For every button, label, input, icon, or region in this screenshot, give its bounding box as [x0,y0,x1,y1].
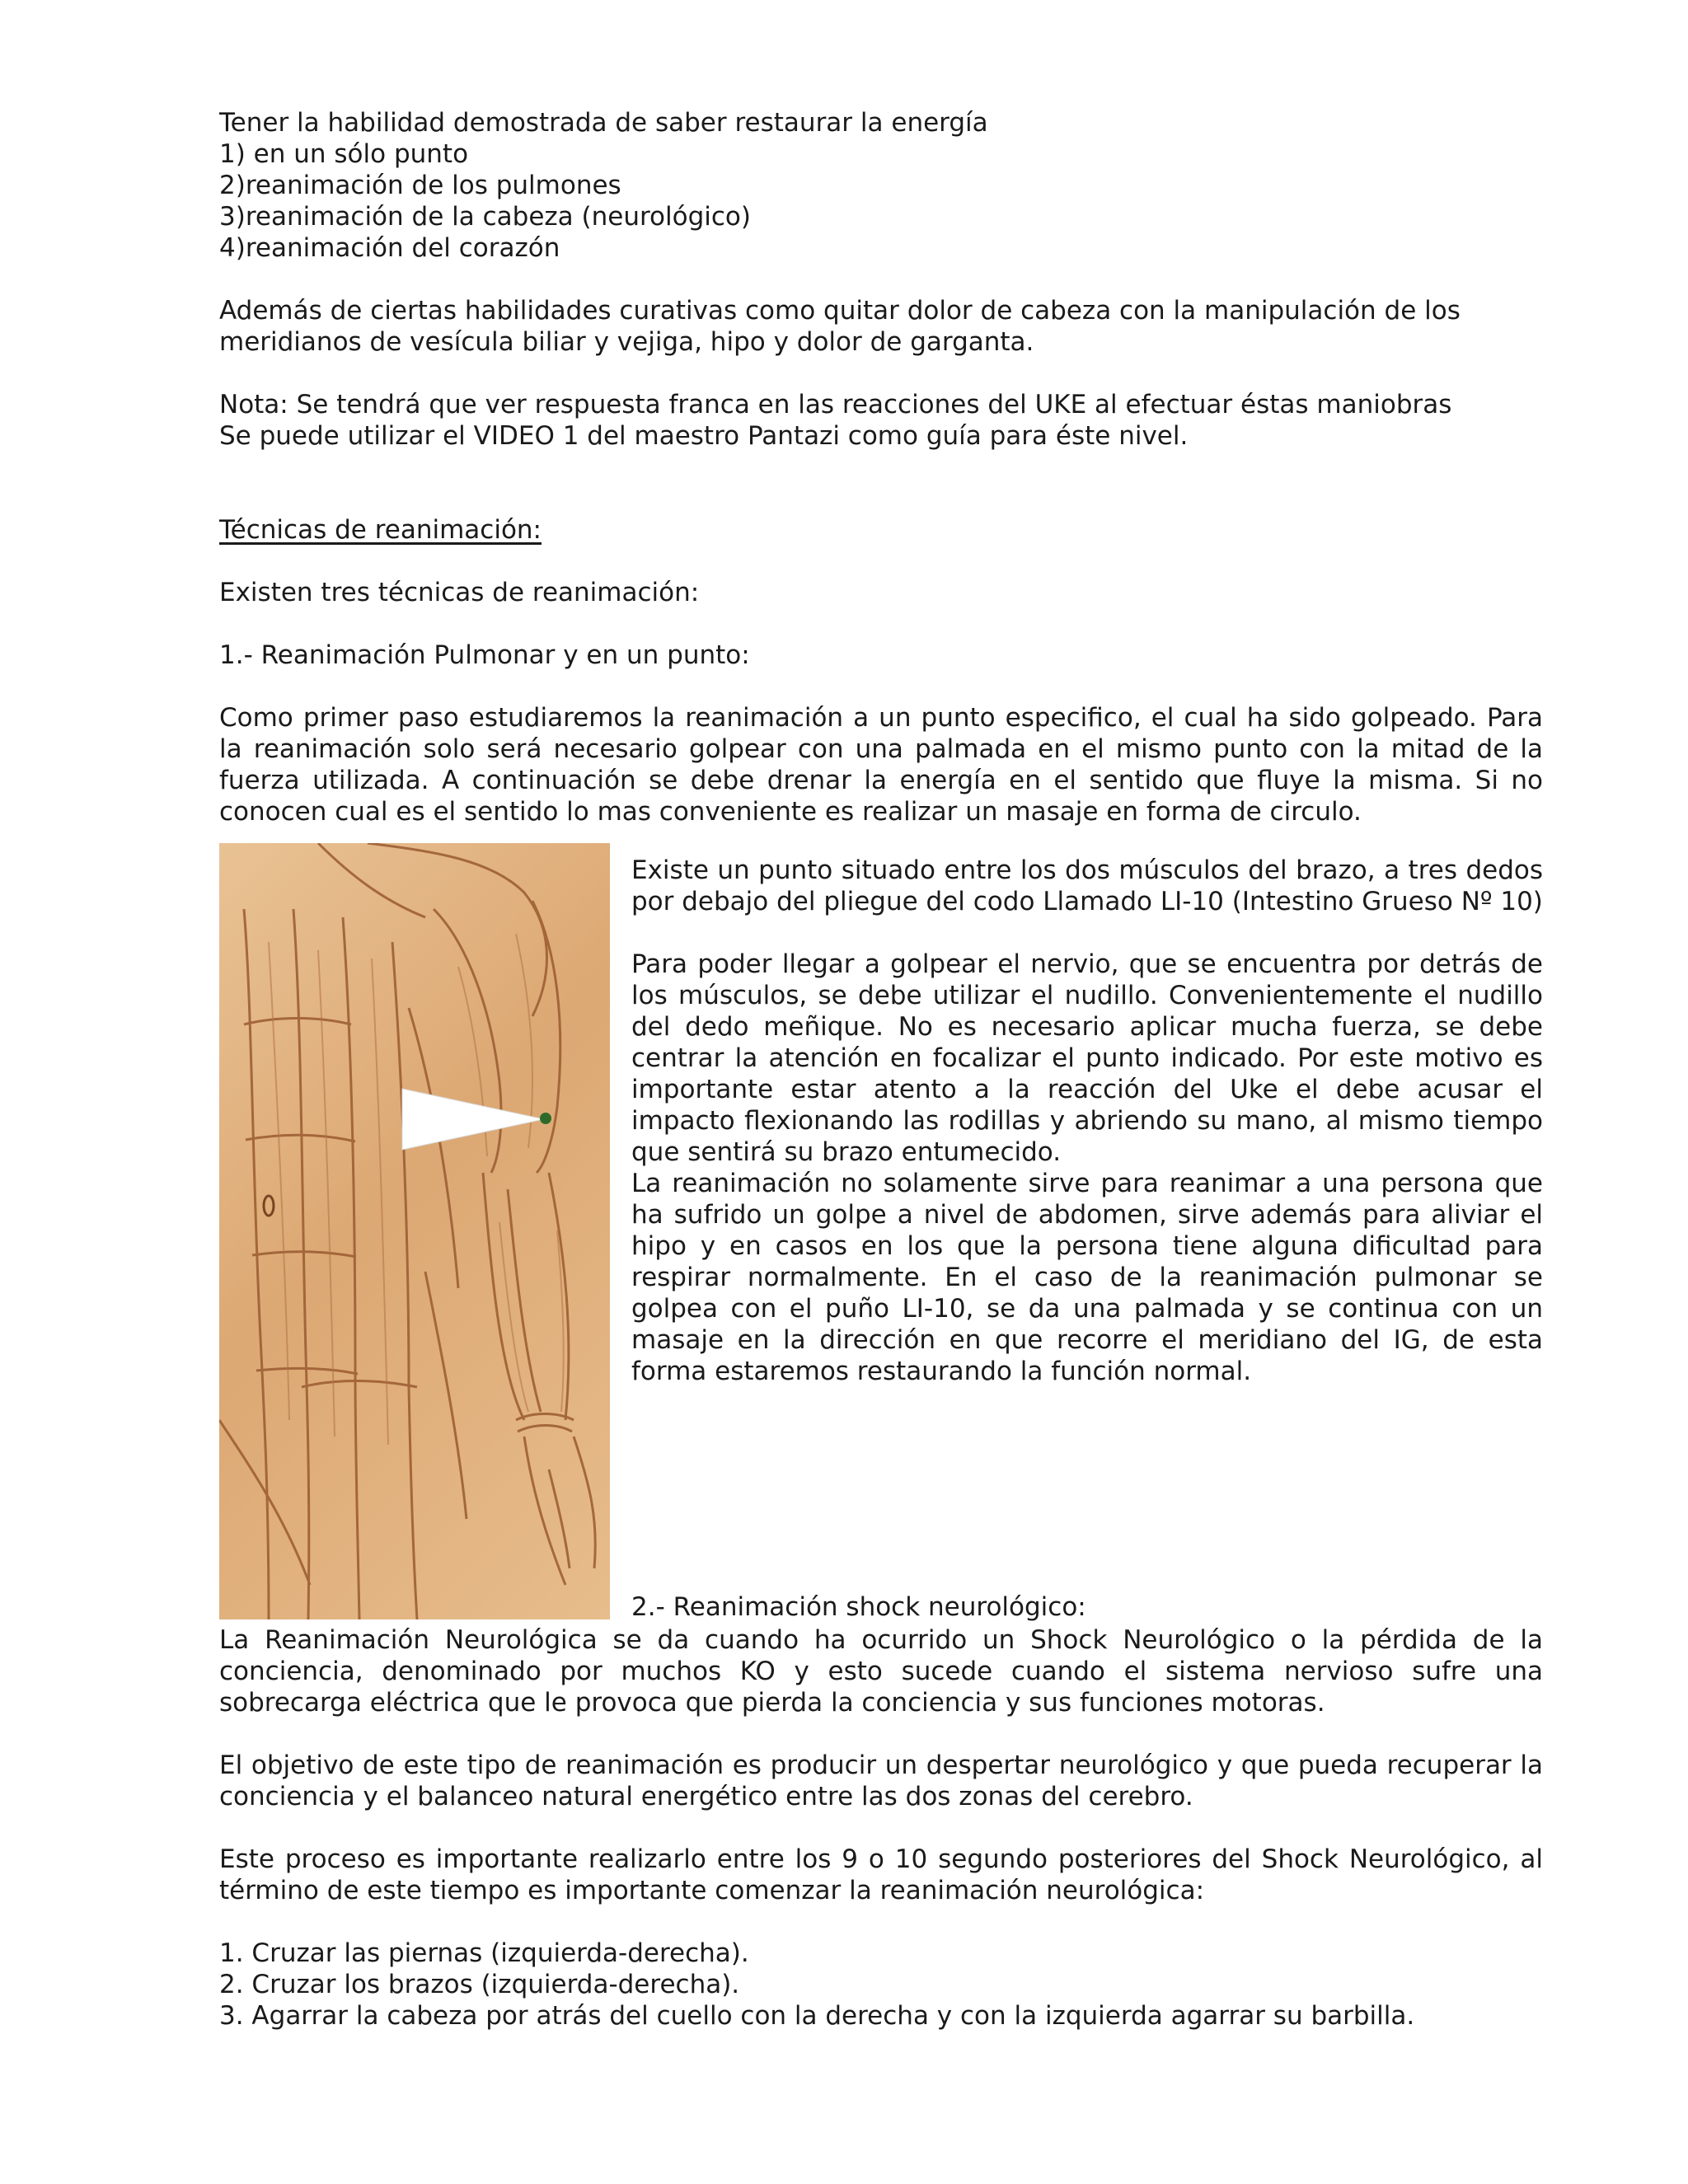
note-line-2: Se puede utilizar el VIDEO 1 del maestro Pantazi como guía para éste nivel. [219,421,1189,451]
pointer-arrow [402,1089,544,1150]
muscle-drawing [219,843,610,1619]
section-title-text: Técnicas de reanimación: [219,515,542,545]
intro-item-3: 3)reanimación de la cabeza (neurológico) [219,202,751,232]
technique2-para1: La Reanimación Neurológica se da cuando ha ocurrido un Shock Neurológico o la pérdida de la conciencia, denominado por muchos KO y esto sucede cuando el sistema nervioso sufre una sobrecarga eléctrica que le provoca que pierda la conciencia y sus funciones motoras. [219,1625,1543,1718]
technique1-title: 1.- Reanimación Pulmonar y en un punto: [219,640,750,670]
document-page [219,107,1543,2032]
step-2: 2. Cruzar los brazos (izquierda-derecha). [219,1970,740,1999]
technique2-title: 2.- Reanimación shock neurológico: [631,1592,1086,1622]
technique1-para1: Existe un punto situado entre los dos músculos del brazo, a tres dedos por debajo del pliegue del codo Llamado LI-10 (Intestino Grueso Nº 10) [631,855,1543,916]
figure-side-text [631,855,1543,1387]
intro-block [219,107,1543,264]
intro-item-4: 4)reanimación del corazón [219,233,560,263]
note-line-1: Nota: Se tendrá que ver respuesta franca en las reacciones del UKE al efectuar éstas maniobras [219,390,1452,419]
note-block [219,389,1543,452]
technique2-para2: El objetivo de este tipo de reanimación es producir un despertar neurológico y que pueda recuperar la conciencia y el balanceo natural energético entre las dos zonas del cerebro. [219,1750,1543,1811]
skills-paragraph: Además de ciertas habilidades curativas como quitar dolor de cabeza con la manipulación de los meridianos de vesícula biliar y vejiga, hipo y dolor de garganta. [219,296,1461,357]
technique1-intro: Como primer paso estudiaremos la reanimación a un punto especifico, el cual ha sido golpeado. Para la reanimación solo será necesario golpear con una palmada en el mismo punto con la mitad de la fuerza utilizada. A continuación se debe drenar la energía en el sentido que fluye la misma. Si no conocen cual es el sentido lo mas conveniente es realizar un masaje en forma de circulo. [219,703,1543,827]
intro-line: Tener la habilidad demostrada de saber restaurar la energía [219,108,988,138]
technique2-para3: Este proceso es importante realizarlo entre los 9 o 10 segundo posteriores del Shock Neurológico, al término de este tiempo es importante comenzar la reanimación neurológica: [219,1844,1543,1905]
existen-line: Existen tres técnicas de reanimación: [219,578,700,607]
section-title [219,514,1543,546]
intro-item-1: 1) en un sólo punto [219,139,469,169]
intro-item-2: 2)reanimación de los pulmones [219,171,621,200]
figure-row [219,843,1543,1634]
technique1-para2: Para poder llegar a golpear el nervio, que se encuentra por detrás de los músculos, se debe utilizar el nudillo. Convenientemente el nudillo del dedo meñique. No es necesario aplicar mucha fuerza, se debe centrar la atención en focalizar el punto indicado. Por este motivo es importante estar atento a la reacción del Uke el debe acusar el impacto flexionando las rodillas y abriendo su mano, al mismo tiempo que sentirá su brazo entumecido. [631,949,1543,1167]
technique1-para3: La reanimación no solamente sirve para reanimar a una persona que ha sufrido un golpe a nivel de abdomen, sirve además para aliviar el hipo y en casos en los que la persona tiene alguna dificultad para respirar normalmente. En el caso de la reanimación pulmonar se golpea con el puño LI-10, se da una palmada y se continua con un masaje en la dirección en que recorre el meridiano del IG, de esta forma estaremos restaurando la función normal. [631,1169,1543,1386]
step-3: 3. Agarrar la cabeza por atrás del cuello con la derecha y con la izquierda agarrar su barbilla. [219,2001,1415,2031]
step-1: 1. Cruzar las piernas (izquierda-derecha). [219,1938,749,1968]
anatomy-illustration [219,843,610,1619]
li10-point-marker [540,1113,551,1124]
technique2-steps [219,1938,1543,2032]
